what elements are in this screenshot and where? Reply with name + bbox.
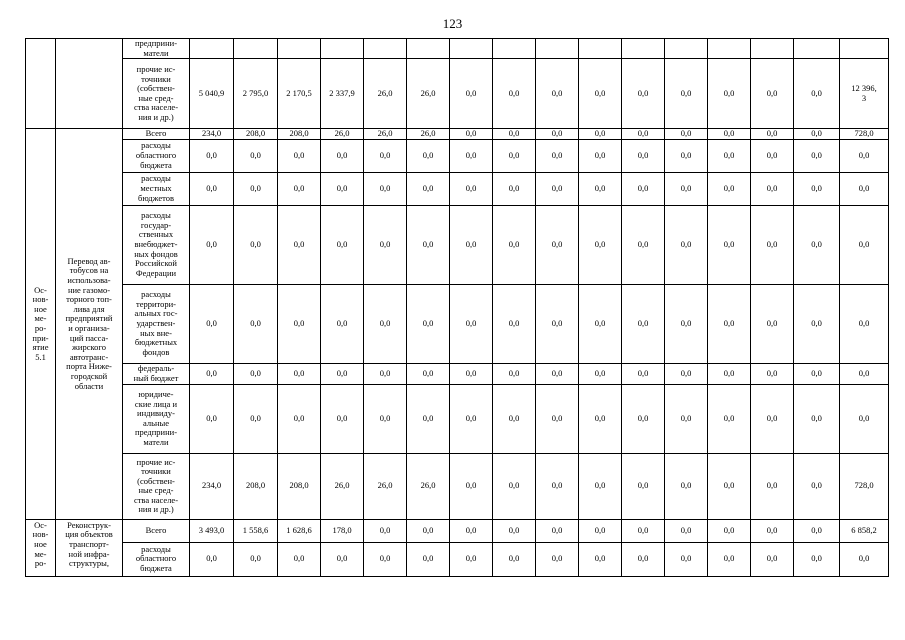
- value-cell: 728,0: [840, 453, 889, 519]
- value-cell: 0,0: [234, 384, 278, 453]
- value-cell: 26,0: [364, 59, 407, 129]
- value-cell: 0,0: [234, 139, 278, 172]
- value-cell: 0,0: [622, 139, 665, 172]
- value-cell: 0,0: [665, 284, 708, 363]
- table-row: [26, 129, 889, 140]
- funding-source-cell: прочие ис- точники (собствен- ные сред- ства населе- ния и др.): [123, 453, 190, 519]
- value-cell: 0,0: [579, 284, 622, 363]
- value-cell: 0,0: [708, 205, 751, 284]
- value-cell: 0,0: [751, 284, 794, 363]
- value-cell: 0,0: [493, 384, 536, 453]
- value-cell: 234,0: [190, 129, 234, 140]
- value-cell: 0,0: [234, 205, 278, 284]
- value-cell: 0,0: [493, 205, 536, 284]
- value-cell: 0,0: [751, 172, 794, 205]
- value-cell: 0,0: [794, 139, 840, 172]
- value-cell: 0,0: [493, 363, 536, 384]
- activity-code-cell: Ос- нов- ное ме- ро- при- ятие 5.1: [26, 129, 56, 520]
- value-cell: 0,0: [622, 453, 665, 519]
- table-row: [26, 542, 889, 576]
- value-cell: 0,0: [622, 519, 665, 542]
- value-cell: 0,0: [794, 172, 840, 205]
- value-cell: 0,0: [536, 384, 579, 453]
- table-row: [26, 139, 889, 172]
- value-cell: 0,0: [450, 453, 493, 519]
- value-cell: 0,0: [450, 519, 493, 542]
- value-cell: 0,0: [840, 363, 889, 384]
- value-cell: [190, 39, 234, 59]
- value-cell: 0,0: [536, 172, 579, 205]
- value-cell: [579, 39, 622, 59]
- value-cell: 0,0: [321, 284, 364, 363]
- value-cell: 0,0: [708, 542, 751, 576]
- value-cell: 0,0: [579, 139, 622, 172]
- value-cell: 0,0: [450, 384, 493, 453]
- value-cell: 0,0: [278, 542, 321, 576]
- value-cell: 0,0: [751, 453, 794, 519]
- value-cell: 0,0: [751, 384, 794, 453]
- value-cell: 2 795,0: [234, 59, 278, 129]
- value-cell: 0,0: [493, 172, 536, 205]
- value-cell: 0,0: [665, 172, 708, 205]
- activity-name-cell: [56, 39, 123, 129]
- table-row: [26, 284, 889, 363]
- value-cell: [751, 39, 794, 59]
- value-cell: 0,0: [234, 363, 278, 384]
- funding-source-cell: юридиче- ские лица и индивиду- альные предприни- матели: [123, 384, 190, 453]
- value-cell: 0,0: [536, 284, 579, 363]
- value-cell: 0,0: [493, 519, 536, 542]
- value-cell: 0,0: [364, 542, 407, 576]
- value-cell: 0,0: [190, 284, 234, 363]
- table-row: [26, 519, 889, 542]
- value-cell: 0,0: [536, 453, 579, 519]
- funding-source-cell: расходы областного бюджета: [123, 139, 190, 172]
- value-cell: 0,0: [751, 542, 794, 576]
- value-cell: 0,0: [407, 384, 450, 453]
- value-cell: 0,0: [665, 205, 708, 284]
- value-cell: 0,0: [708, 129, 751, 140]
- value-cell: 12 396, 3: [840, 59, 889, 129]
- activity-name-cell: Реконструк- ция объектов транспорт- ной инфра- структуры,: [56, 519, 123, 576]
- value-cell: 26,0: [364, 129, 407, 140]
- value-cell: 0,0: [622, 172, 665, 205]
- funding-source-cell: прочие ис- точники (собствен- ные сред- ства населе- ния и др.): [123, 59, 190, 129]
- value-cell: 26,0: [407, 59, 450, 129]
- value-cell: 0,0: [450, 542, 493, 576]
- value-cell: 0,0: [579, 384, 622, 453]
- value-cell: 0,0: [450, 205, 493, 284]
- value-cell: 0,0: [536, 129, 579, 140]
- value-cell: 26,0: [321, 129, 364, 140]
- value-cell: 0,0: [840, 205, 889, 284]
- value-cell: 0,0: [364, 284, 407, 363]
- value-cell: 0,0: [407, 542, 450, 576]
- table-row: [26, 453, 889, 519]
- value-cell: 0,0: [840, 284, 889, 363]
- value-cell: 0,0: [794, 205, 840, 284]
- value-cell: 0,0: [751, 129, 794, 140]
- value-cell: [536, 39, 579, 59]
- value-cell: 0,0: [450, 139, 493, 172]
- value-cell: 26,0: [364, 453, 407, 519]
- value-cell: 0,0: [622, 542, 665, 576]
- value-cell: 0,0: [364, 139, 407, 172]
- value-cell: [321, 39, 364, 59]
- value-cell: 0,0: [579, 363, 622, 384]
- value-cell: 26,0: [407, 453, 450, 519]
- value-cell: 0,0: [751, 139, 794, 172]
- value-cell: 0,0: [407, 139, 450, 172]
- value-cell: 0,0: [579, 205, 622, 284]
- value-cell: 0,0: [840, 384, 889, 453]
- table-body: [26, 39, 889, 577]
- value-cell: 0,0: [450, 284, 493, 363]
- value-cell: 0,0: [708, 519, 751, 542]
- funding-source-cell: расходы государ- ственных внебюджет- ных фондов Российской Федерации: [123, 205, 190, 284]
- value-cell: 0,0: [190, 384, 234, 453]
- value-cell: 0,0: [364, 384, 407, 453]
- value-cell: 2 337,9: [321, 59, 364, 129]
- funding-source-cell: федераль- ный бюджет: [123, 363, 190, 384]
- value-cell: 0,0: [321, 363, 364, 384]
- value-cell: 0,0: [840, 172, 889, 205]
- value-cell: 208,0: [234, 129, 278, 140]
- value-cell: [665, 39, 708, 59]
- value-cell: [364, 39, 407, 59]
- value-cell: 1 628,6: [278, 519, 321, 542]
- value-cell: 0,0: [407, 205, 450, 284]
- value-cell: 0,0: [407, 172, 450, 205]
- value-cell: 0,0: [665, 139, 708, 172]
- value-cell: 0,0: [278, 172, 321, 205]
- value-cell: 0,0: [579, 542, 622, 576]
- value-cell: 0,0: [708, 139, 751, 172]
- value-cell: [407, 39, 450, 59]
- value-cell: 0,0: [708, 363, 751, 384]
- table-row: [26, 172, 889, 205]
- value-cell: 0,0: [493, 139, 536, 172]
- value-cell: 0,0: [190, 205, 234, 284]
- activity-name-cell: Перевод ав- тобусов на использова- ние газомо- торного топ- лива для предприятий и организа- ций пасса- жирского автотранс- порта Ниже- городской области: [56, 129, 123, 520]
- value-cell: 0,0: [278, 363, 321, 384]
- funding-source-cell: Всего: [123, 519, 190, 542]
- value-cell: [234, 39, 278, 59]
- funding-source-cell: расходы областного бюджета: [123, 542, 190, 576]
- value-cell: 0,0: [321, 384, 364, 453]
- value-cell: 0,0: [751, 59, 794, 129]
- value-cell: 0,0: [794, 519, 840, 542]
- value-cell: 0,0: [450, 363, 493, 384]
- value-cell: 0,0: [665, 363, 708, 384]
- activity-code-cell: Ос- нов- ное ме- ро-: [26, 519, 56, 576]
- value-cell: 26,0: [321, 453, 364, 519]
- value-cell: 6 858,2: [840, 519, 889, 542]
- value-cell: 0,0: [190, 363, 234, 384]
- value-cell: [493, 39, 536, 59]
- funding-source-cell: расходы территори- альных гос- ударствен- ных вне- бюджетных фондов: [123, 284, 190, 363]
- value-cell: 0,0: [364, 172, 407, 205]
- value-cell: 0,0: [708, 384, 751, 453]
- funding-source-cell: предприни- матели: [123, 39, 190, 59]
- value-cell: 0,0: [364, 363, 407, 384]
- value-cell: 0,0: [794, 284, 840, 363]
- value-cell: 26,0: [407, 129, 450, 140]
- value-cell: 0,0: [493, 59, 536, 129]
- value-cell: 0,0: [622, 205, 665, 284]
- value-cell: 0,0: [278, 205, 321, 284]
- value-cell: 2 170,5: [278, 59, 321, 129]
- value-cell: 0,0: [622, 384, 665, 453]
- value-cell: [278, 39, 321, 59]
- value-cell: 0,0: [622, 284, 665, 363]
- value-cell: 0,0: [665, 129, 708, 140]
- value-cell: 0,0: [622, 363, 665, 384]
- value-cell: [708, 39, 751, 59]
- value-cell: 0,0: [622, 129, 665, 140]
- value-cell: 728,0: [840, 129, 889, 140]
- table-row: [26, 363, 889, 384]
- value-cell: 0,0: [708, 172, 751, 205]
- value-cell: 0,0: [536, 139, 579, 172]
- value-cell: 0,0: [794, 542, 840, 576]
- value-cell: [622, 39, 665, 59]
- value-cell: 0,0: [579, 172, 622, 205]
- value-cell: 0,0: [579, 129, 622, 140]
- value-cell: 0,0: [708, 453, 751, 519]
- value-cell: 0,0: [278, 139, 321, 172]
- value-cell: 0,0: [278, 284, 321, 363]
- value-cell: 0,0: [493, 129, 536, 140]
- value-cell: 234,0: [190, 453, 234, 519]
- value-cell: 0,0: [536, 205, 579, 284]
- value-cell: 0,0: [536, 59, 579, 129]
- value-cell: 0,0: [665, 384, 708, 453]
- value-cell: 0,0: [579, 59, 622, 129]
- value-cell: 0,0: [407, 284, 450, 363]
- value-cell: 0,0: [493, 284, 536, 363]
- value-cell: 0,0: [450, 129, 493, 140]
- value-cell: 0,0: [665, 542, 708, 576]
- value-cell: 0,0: [536, 542, 579, 576]
- value-cell: 0,0: [234, 284, 278, 363]
- value-cell: 0,0: [321, 205, 364, 284]
- table-row: [26, 205, 889, 284]
- value-cell: 0,0: [321, 139, 364, 172]
- value-cell: 0,0: [493, 542, 536, 576]
- value-cell: 208,0: [234, 453, 278, 519]
- value-cell: 0,0: [794, 453, 840, 519]
- value-cell: 0,0: [321, 172, 364, 205]
- value-cell: 0,0: [579, 453, 622, 519]
- value-cell: 0,0: [665, 519, 708, 542]
- funding-source-cell: Всего: [123, 129, 190, 140]
- value-cell: 0,0: [536, 519, 579, 542]
- value-cell: 0,0: [794, 384, 840, 453]
- value-cell: 0,0: [665, 453, 708, 519]
- value-cell: 0,0: [751, 363, 794, 384]
- value-cell: 0,0: [794, 59, 840, 129]
- value-cell: 0,0: [364, 205, 407, 284]
- value-cell: 0,0: [579, 519, 622, 542]
- value-cell: 0,0: [190, 542, 234, 576]
- value-cell: [840, 39, 889, 59]
- value-cell: 0,0: [450, 172, 493, 205]
- value-cell: 0,0: [751, 205, 794, 284]
- value-cell: 208,0: [278, 453, 321, 519]
- value-cell: 0,0: [708, 284, 751, 363]
- value-cell: 0,0: [622, 59, 665, 129]
- value-cell: 0,0: [234, 542, 278, 576]
- value-cell: 0,0: [407, 519, 450, 542]
- value-cell: 0,0: [190, 172, 234, 205]
- value-cell: 0,0: [321, 542, 364, 576]
- value-cell: 3 493,0: [190, 519, 234, 542]
- value-cell: 208,0: [278, 129, 321, 140]
- value-cell: 0,0: [493, 453, 536, 519]
- value-cell: 0,0: [794, 129, 840, 140]
- value-cell: 0,0: [450, 59, 493, 129]
- value-cell: 0,0: [708, 59, 751, 129]
- value-cell: 1 558,6: [234, 519, 278, 542]
- value-cell: 0,0: [751, 519, 794, 542]
- value-cell: 0,0: [840, 139, 889, 172]
- budget-table: [25, 38, 889, 577]
- activity-code-cell: [26, 39, 56, 129]
- value-cell: 0,0: [407, 363, 450, 384]
- value-cell: 0,0: [234, 172, 278, 205]
- value-cell: 0,0: [536, 363, 579, 384]
- table-row: [26, 39, 889, 59]
- value-cell: 0,0: [665, 59, 708, 129]
- value-cell: 0,0: [190, 139, 234, 172]
- value-cell: 178,0: [321, 519, 364, 542]
- value-cell: 0,0: [364, 519, 407, 542]
- page-number: 123: [442, 16, 463, 31]
- value-cell: 0,0: [278, 384, 321, 453]
- value-cell: 0,0: [840, 542, 889, 576]
- table-row: [26, 59, 889, 129]
- value-cell: 5 040,9: [190, 59, 234, 129]
- value-cell: [450, 39, 493, 59]
- funding-source-cell: расходы местных бюджетов: [123, 172, 190, 205]
- table-row: [26, 384, 889, 453]
- value-cell: 0,0: [794, 363, 840, 384]
- value-cell: [794, 39, 840, 59]
